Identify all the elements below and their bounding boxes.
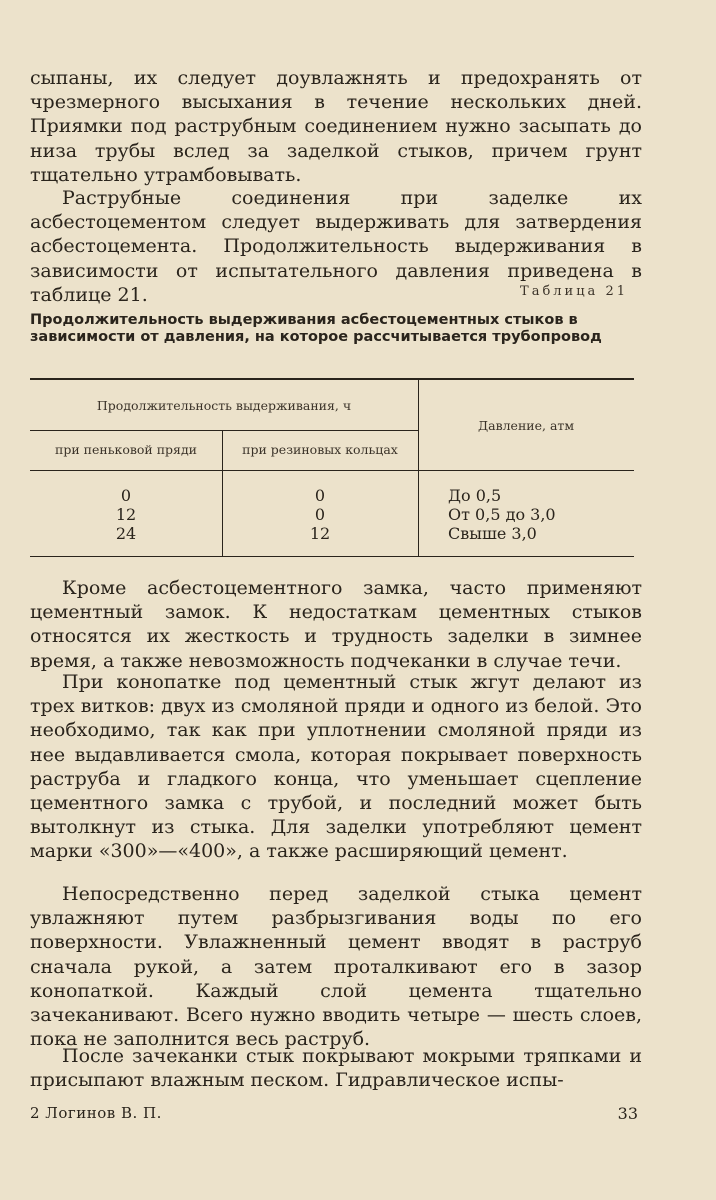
header-pressure: Давление, атм bbox=[477, 418, 575, 433]
table-cell: 24 bbox=[115, 524, 137, 543]
table-rule-top bbox=[30, 378, 634, 380]
table-caption: Продолжительность выдерживания асбестоцементных стыков в зависимости от давления, на которое рассчитывается трубопровод bbox=[30, 312, 602, 345]
paragraph-6: После зачеканки стык покрывают мокрыми тряпками и присыпают влажным песком. Гидравлическое испы- bbox=[30, 1045, 642, 1092]
table-rule-body bbox=[30, 470, 634, 471]
table-cell: 0 bbox=[120, 486, 132, 505]
table-cell: Свыше 3,0 bbox=[448, 524, 537, 543]
table-cell: 0 bbox=[314, 486, 326, 505]
table-cell: 12 bbox=[115, 505, 137, 524]
table-cell: 12 bbox=[309, 524, 331, 543]
paragraph-4: При конопатке под цементный стык жгут делают из трех витков: двух из смоляной пряди и одного из белой. Это необходимо, так как при уплотнении смоляной пряди из нее выдавливается смола, которая покрывает поверхность раструба и гладкого конца, что уменьшает сцепление цементного замка с трубой, и последний может быть вытолкнут из стыка. Для заделки употребляют цемент марки «300»—«400», а также расширяющий цемент. bbox=[30, 671, 642, 863]
signature-mark: 2 Логинов В. П. bbox=[30, 1104, 162, 1122]
page-number: 33 bbox=[617, 1104, 638, 1123]
header-hemp: при пеньковой пряди bbox=[55, 442, 197, 457]
table-rule-bottom bbox=[30, 556, 634, 557]
table-cell: До 0,5 bbox=[448, 486, 502, 505]
header-rubber: при резиновых кольцах bbox=[242, 442, 398, 457]
table-divider-pressure bbox=[418, 380, 419, 556]
paragraph-1: сыпаны, их следует доувлажнять и предохранять от чрезмерного высыхания в течение нескольких дней. Приямки под раструбным соединением нужно засыпать до низа трубы вслед за заделкой стыков, причем грунт тщательно утрамбовывать. bbox=[30, 67, 642, 186]
paragraph-5: Непосредственно перед заделкой стыка цемент увлажняют путем разбрызгивания воды по его поверхности. Увлажненный цемент вводят в раструб сначала рукой, а затем проталкивают его в зазор конопаткой. Каждый слой цемента тщательно зачеканивают. Всего нужно вводить четыре — шесть слоев, пока не заполнится весь раструб. bbox=[30, 883, 642, 1051]
table-label: Таблица 21 bbox=[520, 284, 628, 299]
table-cell: 0 bbox=[314, 505, 326, 524]
table-rule-header bbox=[30, 430, 418, 431]
paragraph-3: Кроме асбестоцементного замка, часто применяют цементный замок. К недостаткам цементных стыков относятся их жесткость и трудность заделки в зимнее время, а также невозможность подчеканки в случае течи. bbox=[30, 577, 642, 672]
paragraph-2: Раструбные соединения при заделке их асбестоцементом следует выдерживать для затвердения асбестоцемента. Продолжительность выдерживания в зависимости от испытательного давления приведена в таблице 21. bbox=[30, 187, 642, 306]
table-cell: От 0,5 до 3,0 bbox=[448, 505, 556, 524]
header-duration: Продолжительность выдерживания, ч bbox=[96, 398, 352, 413]
